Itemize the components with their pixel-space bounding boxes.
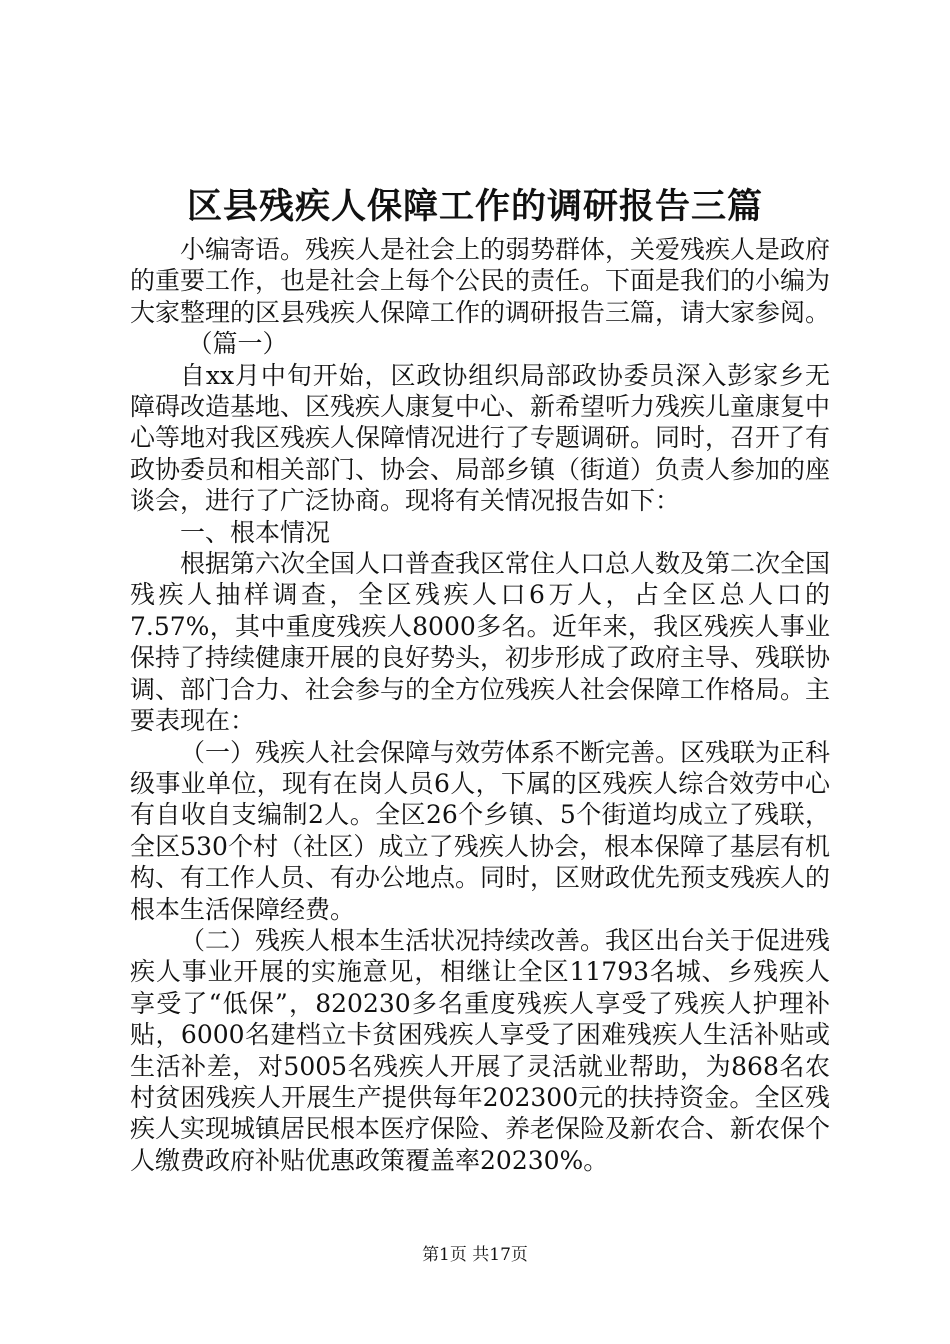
page-number-footer: 第1页 共17页 [422, 1245, 528, 1265]
part-one-heading: （篇一） [187, 329, 288, 359]
document-body [130, 234, 830, 1176]
living-conditions-paragraph: （二）残疾人根本生活状况持续改善。我区出台关于促进残疾人事业开展的实施意见，相继让全区11793名城、乡残疾人享受了“低保”，820230多名重度残疾人享受了残疾人护理补贴，6000名建档立卡贫困残疾人享受了困难残疾人生活补贴或生活补差，对5005名残疾人开展了灵活就业帮助，为868名农村贫困残疾人开展生产提供每年202300元的扶持资金。全区残疾人实现城镇居民根本医疗保险、养老保险及新农合、新农保个人缴费政府补贴优惠政策覆盖率20230%。 [130, 925, 831, 1175]
service-system-paragraph: （一）残疾人社会保障与效劳体系不断完善。区残联为正科级事业单位，现有在岗人员6人，下属的区残疾人综合效劳中心有自收自支编制2人。全区26个乡镇、5个街道均成立了残联，全区530个村（社区）成立了残疾人协会，根本保障了基层有机构、有工作人员、有办公地点。同时，区财政优先预支残疾人的根本生活保障经费。 [130, 737, 831, 924]
population-paragraph: 根据第六次全国人口普查我区常住人口总人数及第二次全国残疾人抽样调查，全区残疾人口6万人，占全区总人口的7.57%，其中重度残疾人8000多名。近年来，我区残疾人事业保持了持续健康开展的良好势头，初步形成了政府主导、残联协调、部门合力、社会参与的全方位残疾人社会保障工作格局。主要表现在： [130, 549, 831, 736]
document-title: 区县残疾人保障工作的调研报告三篇 [186, 186, 763, 227]
survey-paragraph: 自xx月中旬开始，区政协组织局部政协委员深入彭家乡无障碍改造基地、区残疾人康复中心、新希望听力残疾儿童康复中心等地对我区残疾人保障情况进行了专题调研。同时，召开了有政协委员和相关部门、协会、局部乡镇（街道）负责人参加的座谈会，进行了广泛协商。现将有关情况报告如下： [130, 360, 831, 516]
intro-paragraph: 小编寄语。残疾人是社会上的弱势群体，关爱残疾人是政府的重要工作，也是社会上每个公民的责任。下面是我们的小编为大家整理的区县残疾人保障工作的调研报告三篇，请大家参阅。 [130, 235, 831, 327]
section-heading-basic-situation: 一、根本情况 [180, 517, 331, 547]
